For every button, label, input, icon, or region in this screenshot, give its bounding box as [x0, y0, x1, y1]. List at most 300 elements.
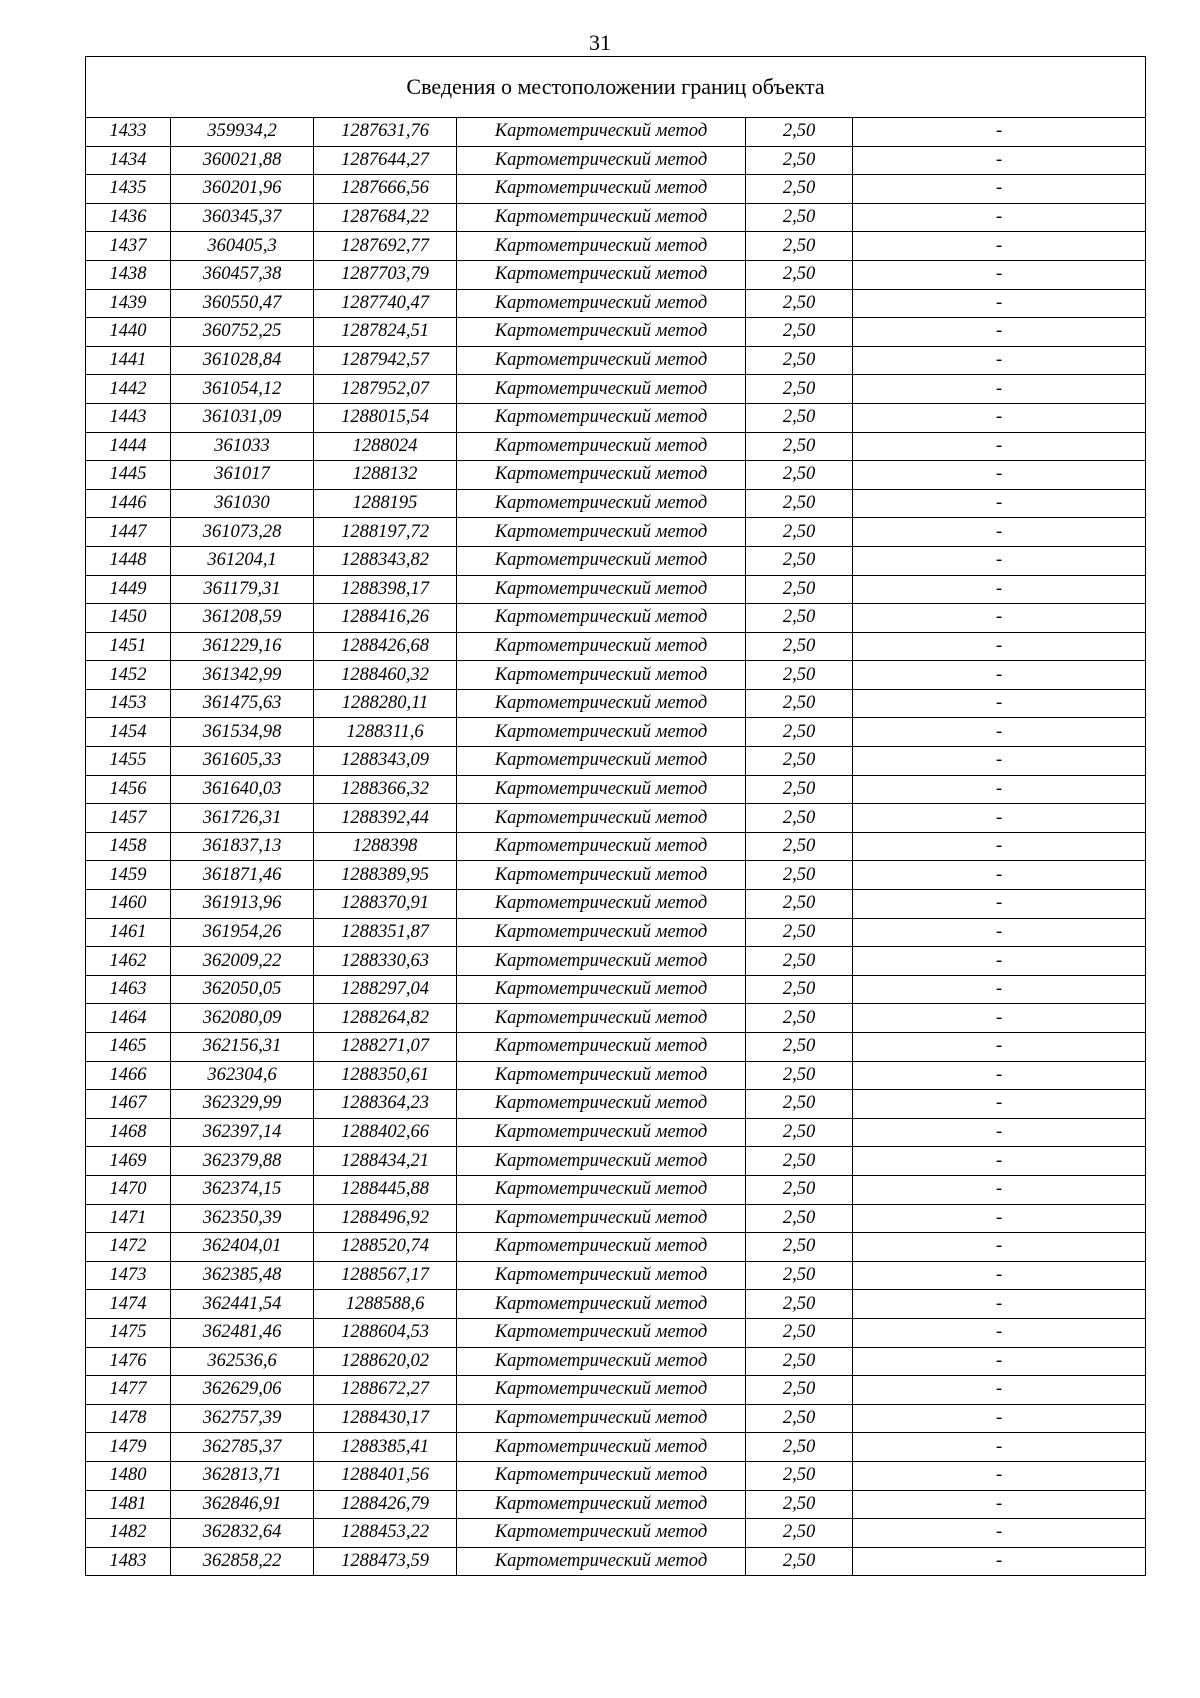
table-row [86, 718, 1146, 747]
point-number-cell: 1443 [86, 403, 171, 432]
accuracy-cell: 2,50 [746, 1233, 853, 1262]
point-number-cell: 1463 [86, 975, 171, 1004]
accuracy-cell: 2,50 [746, 975, 853, 1004]
y-coordinate-cell: 1288197,72 [314, 518, 457, 547]
x-coordinate-cell: 362080,09 [171, 1004, 314, 1033]
y-coordinate-cell: 1288473,59 [314, 1547, 457, 1576]
x-coordinate-cell: 362441,54 [171, 1290, 314, 1319]
method-cell: Картометрический метод [457, 1347, 746, 1376]
method-cell: Картометрический метод [457, 1404, 746, 1433]
y-coordinate-cell: 1287684,22 [314, 203, 457, 232]
method-cell: Картометрический метод [457, 1061, 746, 1090]
accuracy-cell: 2,50 [746, 1147, 853, 1176]
point-number-cell: 1475 [86, 1318, 171, 1347]
y-coordinate-cell: 1288024 [314, 432, 457, 461]
y-coordinate-cell: 1288401,56 [314, 1461, 457, 1490]
accuracy-cell: 2,50 [746, 747, 853, 776]
method-cell: Картометрический метод [457, 403, 746, 432]
description-cell: - [853, 346, 1146, 375]
table-row [86, 1233, 1146, 1262]
description-cell: - [853, 1090, 1146, 1119]
description-cell: - [853, 461, 1146, 490]
table-row [86, 1347, 1146, 1376]
x-coordinate-cell: 362050,05 [171, 975, 314, 1004]
table-row [86, 203, 1146, 232]
method-cell: Картометрический метод [457, 775, 746, 804]
table-row [86, 1376, 1146, 1405]
description-cell: - [853, 489, 1146, 518]
table-row [86, 947, 1146, 976]
description-cell: - [853, 918, 1146, 947]
x-coordinate-cell: 361475,63 [171, 689, 314, 718]
description-cell: - [853, 146, 1146, 175]
y-coordinate-cell: 1288280,11 [314, 689, 457, 718]
y-coordinate-cell: 1288430,17 [314, 1404, 457, 1433]
accuracy-cell: 2,50 [746, 1175, 853, 1204]
method-cell: Картометрический метод [457, 689, 746, 718]
y-coordinate-cell: 1287740,47 [314, 289, 457, 318]
x-coordinate-cell: 361913,96 [171, 890, 314, 919]
point-number-cell: 1481 [86, 1490, 171, 1519]
accuracy-cell: 2,50 [746, 804, 853, 833]
point-number-cell: 1441 [86, 346, 171, 375]
table-row [86, 1118, 1146, 1147]
point-number-cell: 1444 [86, 432, 171, 461]
accuracy-cell: 2,50 [746, 489, 853, 518]
accuracy-cell: 2,50 [746, 1404, 853, 1433]
x-coordinate-cell: 361030 [171, 489, 314, 518]
x-coordinate-cell: 361229,16 [171, 632, 314, 661]
table-row [86, 175, 1146, 204]
point-number-cell: 1437 [86, 232, 171, 261]
method-cell: Картометрический метод [457, 632, 746, 661]
method-cell: Картометрический метод [457, 1204, 746, 1233]
y-coordinate-cell: 1288015,54 [314, 403, 457, 432]
description-cell: - [853, 1204, 1146, 1233]
table-title: Сведения о местоположении границ объекта [86, 57, 1146, 118]
method-cell: Картометрический метод [457, 1033, 746, 1062]
x-coordinate-cell: 361640,03 [171, 775, 314, 804]
method-cell: Картометрический метод [457, 1261, 746, 1290]
description-cell: - [853, 861, 1146, 890]
accuracy-cell: 2,50 [746, 1204, 853, 1233]
y-coordinate-cell: 1288402,66 [314, 1118, 457, 1147]
accuracy-cell: 2,50 [746, 1090, 853, 1119]
accuracy-cell: 2,50 [746, 232, 853, 261]
accuracy-cell: 2,50 [746, 518, 853, 547]
accuracy-cell: 2,50 [746, 1004, 853, 1033]
page-number: 31 [589, 30, 611, 55]
table-row [86, 1261, 1146, 1290]
y-coordinate-cell: 1288364,23 [314, 1090, 457, 1119]
accuracy-cell: 2,50 [746, 260, 853, 289]
point-number-cell: 1440 [86, 318, 171, 347]
table-row [86, 775, 1146, 804]
accuracy-cell: 2,50 [746, 1033, 853, 1062]
method-cell: Картометрический метод [457, 947, 746, 976]
description-cell: - [853, 1433, 1146, 1462]
description-cell: - [853, 804, 1146, 833]
x-coordinate-cell: 361954,26 [171, 918, 314, 947]
method-cell: Картометрический метод [457, 146, 746, 175]
method-cell: Картометрический метод [457, 289, 746, 318]
method-cell: Картометрический метод [457, 375, 746, 404]
y-coordinate-cell: 1288297,04 [314, 975, 457, 1004]
table-row [86, 1461, 1146, 1490]
point-number-cell: 1433 [86, 118, 171, 147]
method-cell: Картометрический метод [457, 232, 746, 261]
x-coordinate-cell: 361534,98 [171, 718, 314, 747]
description-cell: - [853, 1147, 1146, 1176]
point-number-cell: 1438 [86, 260, 171, 289]
point-number-cell: 1471 [86, 1204, 171, 1233]
x-coordinate-cell: 362858,22 [171, 1547, 314, 1576]
y-coordinate-cell: 1288445,88 [314, 1175, 457, 1204]
point-number-cell: 1436 [86, 203, 171, 232]
x-coordinate-cell: 361033 [171, 432, 314, 461]
x-coordinate-cell: 362379,88 [171, 1147, 314, 1176]
table-row [86, 375, 1146, 404]
x-coordinate-cell: 361073,28 [171, 518, 314, 547]
point-number-cell: 1482 [86, 1519, 171, 1548]
description-cell: - [853, 1004, 1146, 1033]
x-coordinate-cell: 361208,59 [171, 604, 314, 633]
table-row [86, 318, 1146, 347]
method-cell: Картометрический метод [457, 1290, 746, 1319]
description-cell: - [853, 1118, 1146, 1147]
accuracy-cell: 2,50 [746, 1433, 853, 1462]
point-number-cell: 1472 [86, 1233, 171, 1262]
point-number-cell: 1450 [86, 604, 171, 633]
point-number-cell: 1449 [86, 575, 171, 604]
table-row [86, 1004, 1146, 1033]
y-coordinate-cell: 1288398 [314, 832, 457, 861]
accuracy-cell: 2,50 [746, 1290, 853, 1319]
x-coordinate-cell: 362329,99 [171, 1090, 314, 1119]
accuracy-cell: 2,50 [746, 118, 853, 147]
method-cell: Картометрический метод [457, 461, 746, 490]
accuracy-cell: 2,50 [746, 1261, 853, 1290]
accuracy-cell: 2,50 [746, 575, 853, 604]
table-row [86, 689, 1146, 718]
y-coordinate-cell: 1288416,26 [314, 604, 457, 633]
accuracy-cell: 2,50 [746, 1347, 853, 1376]
table-row [86, 489, 1146, 518]
x-coordinate-cell: 362629,06 [171, 1376, 314, 1405]
description-cell: - [853, 718, 1146, 747]
table-row [86, 546, 1146, 575]
x-coordinate-cell: 362397,14 [171, 1118, 314, 1147]
method-cell: Картометрический метод [457, 604, 746, 633]
x-coordinate-cell: 360405,3 [171, 232, 314, 261]
table-row [86, 146, 1146, 175]
accuracy-cell: 2,50 [746, 1547, 853, 1576]
method-cell: Картометрический метод [457, 861, 746, 890]
x-coordinate-cell: 361837,13 [171, 832, 314, 861]
method-cell: Картометрический метод [457, 890, 746, 919]
accuracy-cell: 2,50 [746, 146, 853, 175]
x-coordinate-cell: 360550,47 [171, 289, 314, 318]
boundary-coordinates-table [85, 56, 1146, 1576]
method-cell: Картометрический метод [457, 1376, 746, 1405]
x-coordinate-cell: 362350,39 [171, 1204, 314, 1233]
x-coordinate-cell: 361031,09 [171, 403, 314, 432]
point-number-cell: 1465 [86, 1033, 171, 1062]
y-coordinate-cell: 1288398,17 [314, 575, 457, 604]
y-coordinate-cell: 1288271,07 [314, 1033, 457, 1062]
y-coordinate-cell: 1288672,27 [314, 1376, 457, 1405]
description-cell: - [853, 403, 1146, 432]
point-number-cell: 1453 [86, 689, 171, 718]
table-row [86, 1033, 1146, 1062]
x-coordinate-cell: 361605,33 [171, 747, 314, 776]
y-coordinate-cell: 1288343,09 [314, 747, 457, 776]
method-cell: Картометрический метод [457, 747, 746, 776]
accuracy-cell: 2,50 [746, 947, 853, 976]
table-row [86, 575, 1146, 604]
point-number-cell: 1476 [86, 1347, 171, 1376]
method-cell: Картометрический метод [457, 1090, 746, 1119]
point-number-cell: 1473 [86, 1261, 171, 1290]
method-cell: Картометрический метод [457, 718, 746, 747]
x-coordinate-cell: 361054,12 [171, 375, 314, 404]
table-row [86, 289, 1146, 318]
method-cell: Картометрический метод [457, 1519, 746, 1548]
y-coordinate-cell: 1288567,17 [314, 1261, 457, 1290]
description-cell: - [853, 1318, 1146, 1347]
method-cell: Картометрический метод [457, 518, 746, 547]
point-number-cell: 1447 [86, 518, 171, 547]
y-coordinate-cell: 1288389,95 [314, 861, 457, 890]
y-coordinate-cell: 1288426,79 [314, 1490, 457, 1519]
x-coordinate-cell: 361342,99 [171, 661, 314, 690]
method-cell: Картометрический метод [457, 1318, 746, 1347]
description-cell: - [853, 775, 1146, 804]
y-coordinate-cell: 1288434,21 [314, 1147, 457, 1176]
y-coordinate-cell: 1288351,87 [314, 918, 457, 947]
accuracy-cell: 2,50 [746, 918, 853, 947]
accuracy-cell: 2,50 [746, 432, 853, 461]
method-cell: Картометрический метод [457, 203, 746, 232]
accuracy-cell: 2,50 [746, 403, 853, 432]
table-row [86, 346, 1146, 375]
method-cell: Картометрический метод [457, 1461, 746, 1490]
y-coordinate-cell: 1288520,74 [314, 1233, 457, 1262]
description-cell: - [853, 518, 1146, 547]
table-row [86, 890, 1146, 919]
point-number-cell: 1456 [86, 775, 171, 804]
accuracy-cell: 2,50 [746, 661, 853, 690]
point-number-cell: 1478 [86, 1404, 171, 1433]
method-cell: Картометрический метод [457, 489, 746, 518]
accuracy-cell: 2,50 [746, 546, 853, 575]
method-cell: Картометрический метод [457, 1433, 746, 1462]
y-coordinate-cell: 1288588,6 [314, 1290, 457, 1319]
description-cell: - [853, 661, 1146, 690]
point-number-cell: 1442 [86, 375, 171, 404]
x-coordinate-cell: 362374,15 [171, 1175, 314, 1204]
table-row [86, 1404, 1146, 1433]
table-row [86, 661, 1146, 690]
method-cell: Картометрический метод [457, 118, 746, 147]
y-coordinate-cell: 1288330,63 [314, 947, 457, 976]
description-cell: - [853, 1547, 1146, 1576]
description-cell: - [853, 118, 1146, 147]
y-coordinate-cell: 1287692,77 [314, 232, 457, 261]
accuracy-cell: 2,50 [746, 203, 853, 232]
y-coordinate-cell: 1288426,68 [314, 632, 457, 661]
description-cell: - [853, 375, 1146, 404]
description-cell: - [853, 832, 1146, 861]
x-coordinate-cell: 362404,01 [171, 1233, 314, 1262]
x-coordinate-cell: 362813,71 [171, 1461, 314, 1490]
accuracy-cell: 2,50 [746, 890, 853, 919]
y-coordinate-cell: 1288453,22 [314, 1519, 457, 1548]
table-row [86, 1175, 1146, 1204]
point-number-cell: 1462 [86, 947, 171, 976]
x-coordinate-cell: 362304,6 [171, 1061, 314, 1090]
method-cell: Картометрический метод [457, 260, 746, 289]
y-coordinate-cell: 1288132 [314, 461, 457, 490]
method-cell: Картометрический метод [457, 1118, 746, 1147]
description-cell: - [853, 1175, 1146, 1204]
point-number-cell: 1467 [86, 1090, 171, 1119]
accuracy-cell: 2,50 [746, 375, 853, 404]
y-coordinate-cell: 1288620,02 [314, 1347, 457, 1376]
accuracy-cell: 2,50 [746, 318, 853, 347]
description-cell: - [853, 1404, 1146, 1433]
method-cell: Картометрический метод [457, 1490, 746, 1519]
table-row [86, 747, 1146, 776]
y-coordinate-cell: 1287631,76 [314, 118, 457, 147]
description-cell: - [853, 1261, 1146, 1290]
x-coordinate-cell: 362156,31 [171, 1033, 314, 1062]
method-cell: Картометрический метод [457, 1547, 746, 1576]
y-coordinate-cell: 1287952,07 [314, 375, 457, 404]
point-number-cell: 1435 [86, 175, 171, 204]
point-number-cell: 1434 [86, 146, 171, 175]
y-coordinate-cell: 1288350,61 [314, 1061, 457, 1090]
description-cell: - [853, 289, 1146, 318]
method-cell: Картометрический метод [457, 1004, 746, 1033]
point-number-cell: 1455 [86, 747, 171, 776]
point-number-cell: 1459 [86, 861, 171, 890]
description-cell: - [853, 575, 1146, 604]
point-number-cell: 1469 [86, 1147, 171, 1176]
accuracy-cell: 2,50 [746, 689, 853, 718]
y-coordinate-cell: 1288195 [314, 489, 457, 518]
table-row [86, 403, 1146, 432]
method-cell: Картометрический метод [457, 575, 746, 604]
table-row [86, 1204, 1146, 1233]
y-coordinate-cell: 1288343,82 [314, 546, 457, 575]
x-coordinate-cell: 360457,38 [171, 260, 314, 289]
y-coordinate-cell: 1288311,6 [314, 718, 457, 747]
x-coordinate-cell: 361028,84 [171, 346, 314, 375]
point-number-cell: 1451 [86, 632, 171, 661]
x-coordinate-cell: 361726,31 [171, 804, 314, 833]
point-number-cell: 1464 [86, 1004, 171, 1033]
description-cell: - [853, 1490, 1146, 1519]
y-coordinate-cell: 1287942,57 [314, 346, 457, 375]
x-coordinate-cell: 362385,48 [171, 1261, 314, 1290]
description-cell: - [853, 203, 1146, 232]
y-coordinate-cell: 1288604,53 [314, 1318, 457, 1347]
point-number-cell: 1439 [86, 289, 171, 318]
table-row [86, 1490, 1146, 1519]
accuracy-cell: 2,50 [746, 461, 853, 490]
point-number-cell: 1446 [86, 489, 171, 518]
description-cell: - [853, 632, 1146, 661]
description-cell: - [853, 260, 1146, 289]
point-number-cell: 1452 [86, 661, 171, 690]
accuracy-cell: 2,50 [746, 289, 853, 318]
x-coordinate-cell: 361179,31 [171, 575, 314, 604]
y-coordinate-cell: 1287824,51 [314, 318, 457, 347]
x-coordinate-cell: 361017 [171, 461, 314, 490]
table-title-row [86, 57, 1146, 118]
point-number-cell: 1460 [86, 890, 171, 919]
x-coordinate-cell: 360345,37 [171, 203, 314, 232]
point-number-cell: 1461 [86, 918, 171, 947]
method-cell: Картометрический метод [457, 432, 746, 461]
table-row [86, 1090, 1146, 1119]
x-coordinate-cell: 359934,2 [171, 118, 314, 147]
table-row [86, 432, 1146, 461]
description-cell: - [853, 1347, 1146, 1376]
description-cell: - [853, 747, 1146, 776]
point-number-cell: 1479 [86, 1433, 171, 1462]
point-number-cell: 1458 [86, 832, 171, 861]
description-cell: - [853, 947, 1146, 976]
table-row [86, 832, 1146, 861]
x-coordinate-cell: 360201,96 [171, 175, 314, 204]
description-cell: - [853, 175, 1146, 204]
point-number-cell: 1466 [86, 1061, 171, 1090]
description-cell: - [853, 1233, 1146, 1262]
accuracy-cell: 2,50 [746, 1490, 853, 1519]
table-row [86, 118, 1146, 147]
y-coordinate-cell: 1288264,82 [314, 1004, 457, 1033]
y-coordinate-cell: 1287666,56 [314, 175, 457, 204]
accuracy-cell: 2,50 [746, 1318, 853, 1347]
description-cell: - [853, 689, 1146, 718]
point-number-cell: 1448 [86, 546, 171, 575]
accuracy-cell: 2,50 [746, 1061, 853, 1090]
table-row [86, 461, 1146, 490]
method-cell: Картометрический метод [457, 975, 746, 1004]
point-number-cell: 1477 [86, 1376, 171, 1405]
x-coordinate-cell: 362757,39 [171, 1404, 314, 1433]
x-coordinate-cell: 361204,1 [171, 546, 314, 575]
table-row [86, 604, 1146, 633]
table-row [86, 1061, 1146, 1090]
point-number-cell: 1470 [86, 1175, 171, 1204]
method-cell: Картометрический метод [457, 546, 746, 575]
y-coordinate-cell: 1288385,41 [314, 1433, 457, 1462]
x-coordinate-cell: 360752,25 [171, 318, 314, 347]
y-coordinate-cell: 1288392,44 [314, 804, 457, 833]
table-row [86, 1147, 1146, 1176]
method-cell: Картометрический метод [457, 661, 746, 690]
y-coordinate-cell: 1287703,79 [314, 260, 457, 289]
table-row [86, 1433, 1146, 1462]
method-cell: Картометрический метод [457, 1147, 746, 1176]
method-cell: Картометрический метод [457, 918, 746, 947]
accuracy-cell: 2,50 [746, 632, 853, 661]
accuracy-cell: 2,50 [746, 861, 853, 890]
accuracy-cell: 2,50 [746, 175, 853, 204]
